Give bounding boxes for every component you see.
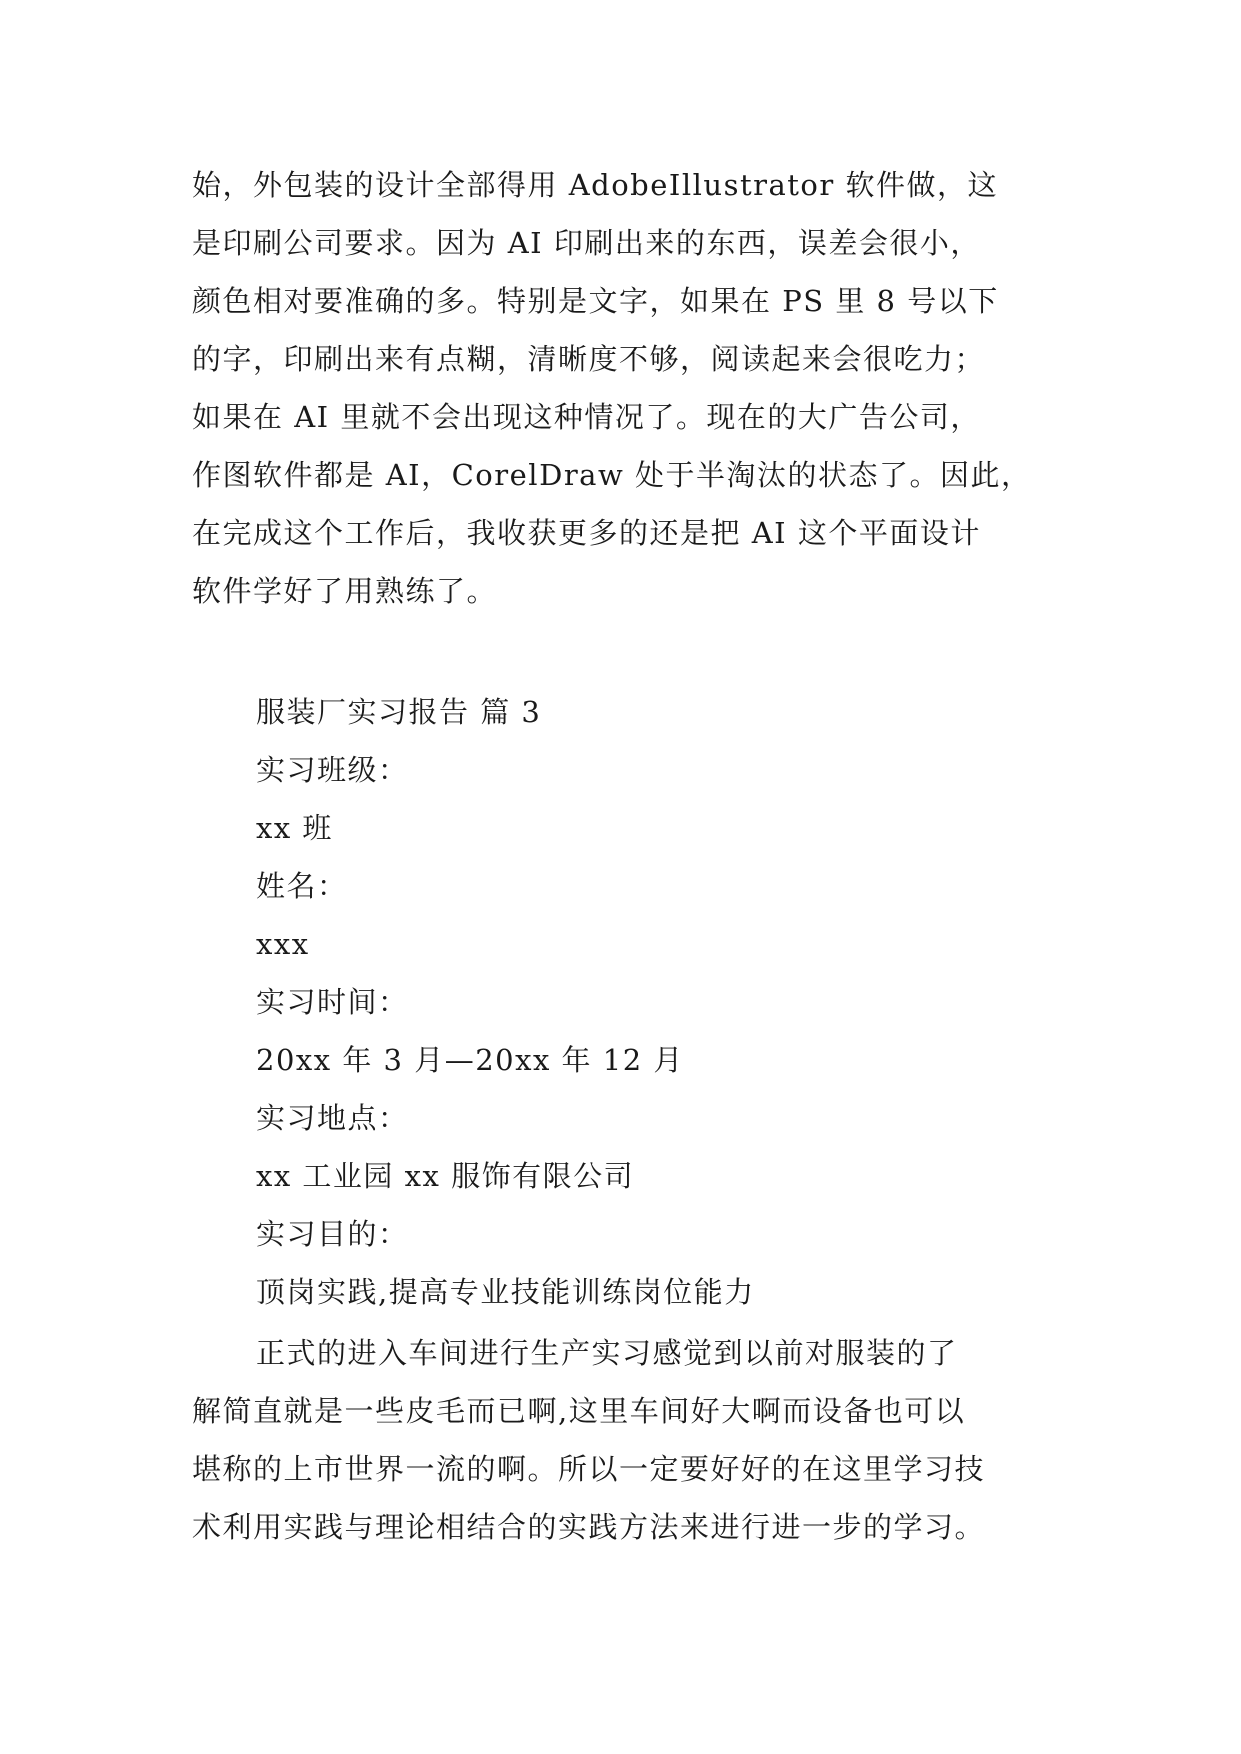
intro-line-3: 颜色相对要准确的多。特别是文字，如果在 PS 里 8 号以下 xyxy=(192,284,999,318)
intro-line-5: 如果在 AI 里就不会出现这种情况了。现在的大广告公司， xyxy=(192,400,981,434)
closing-line-3: 堪称的上市世界一流的啊。所以一定要好好的在这里学习技 xyxy=(192,1452,986,1486)
location-label: 实习地点： xyxy=(256,1101,409,1135)
class-value: xx 班 xyxy=(256,811,333,845)
intro-line-6: 作图软件都是 AI，CorelDraw 处于半淘汰的状态了。因此， xyxy=(192,458,1032,492)
report-info-section xyxy=(256,683,1096,1321)
purpose-value: 顶岗实践,提高专业技能训练岗位能力 xyxy=(256,1275,755,1309)
closing-line-4: 术利用实践与理论相结合的实践方法来进行进一步的学习。 xyxy=(192,1510,986,1544)
location-value: xx 工业园 xx 服饰有限公司 xyxy=(256,1159,635,1193)
name-label: 姓名： xyxy=(256,869,348,903)
intro-line-2: 是印刷公司要求。因为 AI 印刷出来的东西，误差会很小， xyxy=(192,226,981,260)
intro-paragraph xyxy=(192,156,1092,620)
report-heading: 服装厂实习报告 篇 3 xyxy=(256,695,542,729)
name-value: xxx xyxy=(256,927,310,961)
class-label: 实习班级： xyxy=(256,753,409,787)
closing-paragraph xyxy=(192,1324,1092,1556)
time-value: 20xx 年 3 月—20xx 年 12 月 xyxy=(256,1043,684,1077)
intro-line-4: 的字，印刷出来有点糊，清晰度不够，阅读起来会很吃力； xyxy=(192,342,986,376)
closing-line-2: 解简直就是一些皮毛而已啊,这里车间好大啊而设备也可以 xyxy=(192,1394,966,1428)
purpose-label: 实习目的： xyxy=(256,1217,409,1251)
intro-line-7: 在完成这个工作后，我收获更多的还是把 AI 这个平面设计 xyxy=(192,516,981,550)
closing-line-1: 正式的进入车间进行生产实习感觉到以前对服装的了 xyxy=(256,1336,958,1370)
time-label: 实习时间： xyxy=(256,985,409,1019)
intro-line-1: 始，外包装的设计全部得用 AdobeIllustrator 软件做，这 xyxy=(192,168,998,202)
intro-line-8: 软件学好了用熟练了。 xyxy=(192,574,498,608)
